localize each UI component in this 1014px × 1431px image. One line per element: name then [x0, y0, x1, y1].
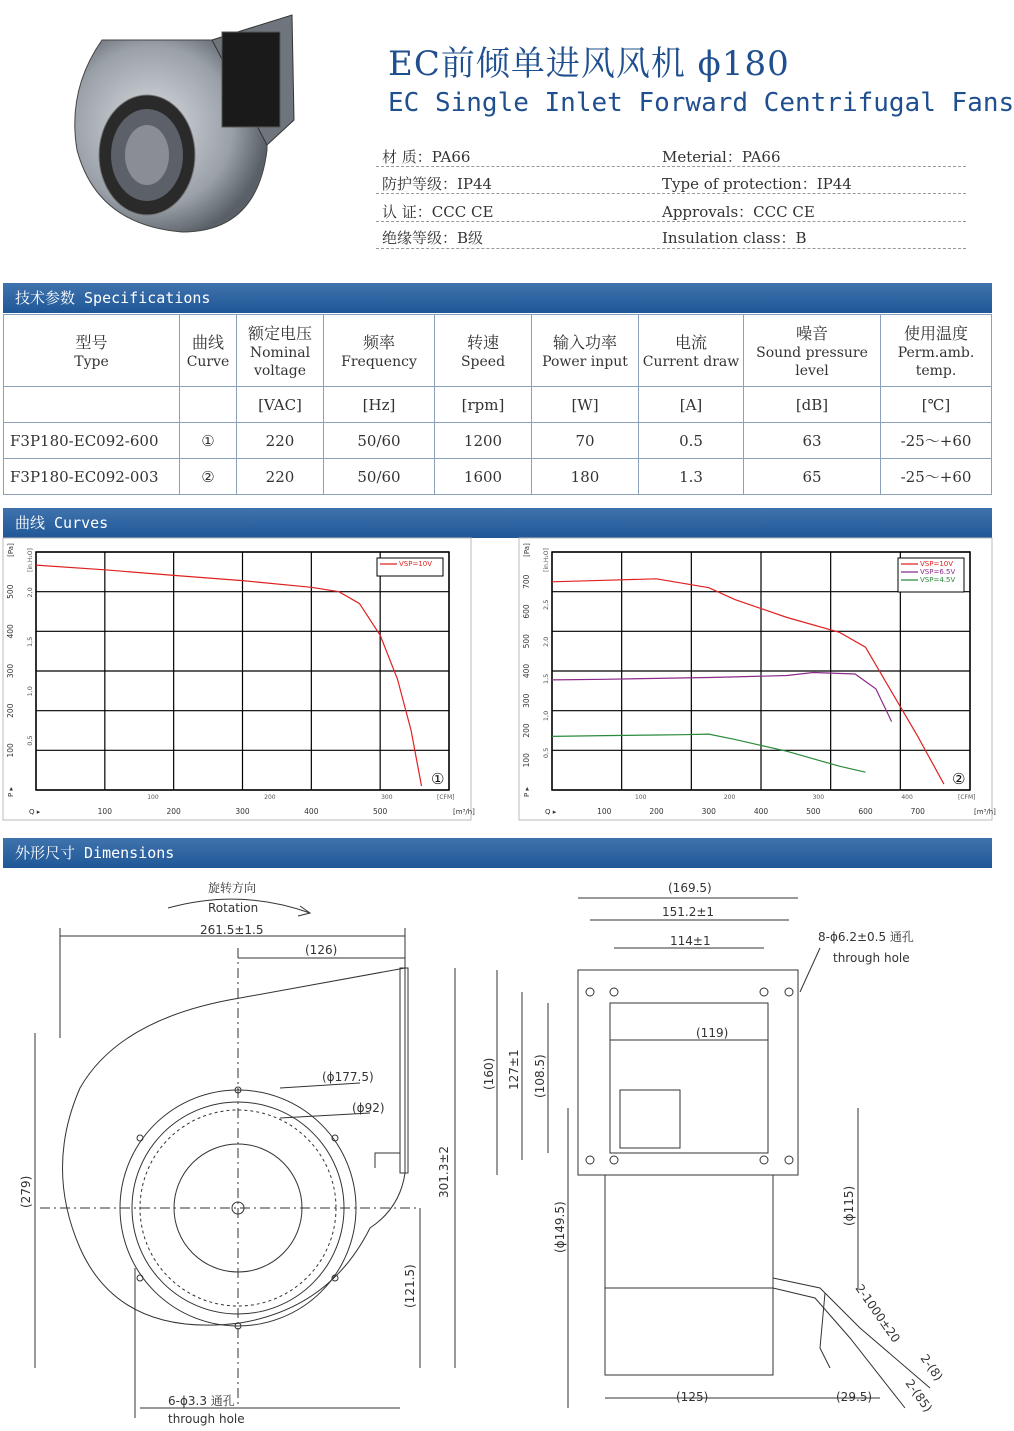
dim-29: (29.5): [836, 1390, 873, 1404]
th-voltage: 额定电压 Nominal voltage: [237, 315, 324, 387]
y-tick-label: 100: [522, 753, 531, 768]
unit-cell: [W]: [532, 387, 639, 423]
unit-cell: [VAC]: [237, 387, 324, 423]
p-axis-mark: P ▸: [523, 787, 531, 797]
cell-voltage: 220: [237, 423, 324, 459]
dim-279: (279): [19, 1175, 33, 1208]
table-header-row: [4, 315, 992, 387]
unit-cell: [dB]: [744, 387, 881, 423]
th-sound: 噪音 Sound pressure level: [744, 315, 881, 387]
th-power: 输入功率 Power input: [532, 315, 639, 387]
chart-curve-1: [3, 538, 475, 820]
prop-material-cn: 材 质：PA66: [382, 148, 471, 166]
divider: [376, 166, 966, 167]
y-tick-label: 200: [6, 703, 15, 718]
cell-sound: 63: [744, 423, 881, 459]
dim-115: (ϕ115): [842, 1185, 856, 1226]
x-tick-label: 500: [373, 807, 388, 816]
x-tick-label: 100: [597, 807, 612, 816]
q-axis-mark: Q ▸: [545, 808, 557, 816]
dim-hole-left-cn: 6-ϕ3.3 通孔: [168, 1394, 235, 1408]
y-tick-label: 700: [522, 574, 531, 589]
legend-entry: VSP=4.5V: [920, 576, 956, 584]
cell-curve: ①: [180, 423, 237, 459]
y2-axis-label: [in.H₂O]: [543, 548, 550, 572]
y-tick-label: 500: [6, 584, 15, 599]
dim-85: 2-(85): [902, 1376, 936, 1415]
cell-type: F3P180-EC092-600: [4, 423, 180, 459]
section-dimensions-header: 外形尺寸 Dimensions: [3, 838, 992, 868]
cell-sound: 65: [744, 459, 881, 495]
prop-insulation-en: Insulation class：B: [662, 229, 807, 247]
q-axis-mark: Q ▸: [29, 808, 41, 816]
divider: [376, 221, 966, 222]
curve-marker: ①: [431, 770, 445, 788]
prop-approvals-cn: 认 证：CCC CE: [382, 203, 494, 221]
cell-power: 180: [532, 459, 639, 495]
y2-tick-label: 2,0: [26, 587, 34, 598]
drawing-side-view: [497, 898, 930, 1408]
cell-voltage: 220: [237, 459, 324, 495]
x-tick-label: 200: [649, 807, 664, 816]
page-title-cn: EC前倾单进风风机 ϕ180: [388, 44, 790, 84]
cell-frequency: 50/60: [324, 423, 435, 459]
x2-tick-label: 400: [901, 794, 913, 801]
unit-cell: [180, 387, 237, 423]
cell-type: F3P180-EC092-003: [4, 459, 180, 495]
x-tick-label: 500: [806, 807, 821, 816]
prop-protection-cn: 防护等级：IP44: [382, 175, 493, 193]
y-tick-label: 300: [522, 693, 531, 708]
cell-curve: ②: [180, 459, 237, 495]
dim-301: 301.3±2: [437, 1145, 451, 1198]
x-axis-label: [m³/h]: [974, 808, 996, 816]
legend-entry: VSP=6.5V: [920, 568, 956, 576]
divider: [376, 193, 966, 194]
y-axis-label: [Pa]: [523, 543, 531, 557]
dim-hole-right-en: through hole: [833, 951, 910, 965]
legend-entry: VSP=10V: [920, 560, 954, 568]
prop-material-en: Meterial：PA66: [662, 148, 781, 166]
dim-121: (121.5): [403, 1264, 417, 1308]
x-tick-label: 200: [166, 807, 181, 816]
y-tick-label: 400: [6, 624, 15, 639]
x2-tick-label: 300: [812, 794, 825, 801]
p-axis-mark: P ▸: [7, 787, 15, 797]
x-tick-label: 700: [910, 807, 925, 816]
cell-power: 70: [532, 423, 639, 459]
section-specs-header: 技术参数 Specifications: [3, 283, 992, 313]
dim-114: 114±1: [670, 934, 711, 948]
y-tick-label: 500: [522, 634, 531, 649]
curve-marker: ②: [952, 770, 966, 788]
y-axis-label: [Pa]: [7, 543, 15, 557]
dim-092: (ϕ92): [352, 1101, 385, 1115]
spec-table: [3, 314, 992, 495]
cell-frequency: 50/60: [324, 459, 435, 495]
x-axis-label: [m³/h]: [453, 808, 475, 816]
legend-entry: VSP=10V: [399, 560, 433, 568]
x-tick-label: 300: [235, 807, 250, 816]
dim-149: (ϕ149.5): [553, 1201, 567, 1253]
th-current: 电流 Current draw: [639, 315, 744, 387]
y-tick-label: 100: [6, 743, 15, 758]
x-tick-label: 400: [304, 807, 319, 816]
th-type: 型号 Type: [4, 315, 180, 387]
dim-hole-right-cn: 8-ϕ6.2±0.5 通孔: [818, 930, 914, 944]
side-view-labels: [482, 881, 946, 1415]
cell-speed: 1600: [435, 459, 532, 495]
dim-1000: 2-1000±20: [852, 1281, 903, 1346]
cell-temp: -25～+60: [881, 459, 992, 495]
unit-cell: [A]: [639, 387, 744, 423]
product-photo: [62, 10, 302, 240]
x-tick-label: 300: [701, 807, 716, 816]
x2-tick-label: 100: [147, 794, 159, 801]
y-tick-label: 200: [522, 723, 531, 738]
cell-speed: 1200: [435, 423, 532, 459]
prop-approvals-en: Approvals：CCC CE: [662, 203, 815, 221]
y2-tick-label: 0,5: [542, 747, 550, 759]
dim-hole-left-en: through hole: [168, 1412, 245, 1426]
table-row: [4, 459, 992, 495]
x2-tick-label: 200: [723, 794, 736, 801]
unit-cell: [℃]: [881, 387, 992, 423]
y2-tick-label: 1,5: [542, 673, 550, 685]
x2-tick-label: 200: [264, 794, 276, 801]
y2-tick-label: 1,0: [26, 686, 34, 697]
y-tick-label: 300: [6, 663, 15, 679]
unit-cell: [Hz]: [324, 387, 435, 423]
section-curves-header: 曲线 Curves: [3, 508, 992, 538]
unit-cell: [rpm]: [435, 387, 532, 423]
y2-tick-label: 1,0: [542, 710, 550, 722]
dim-261: 261.5±1.5: [200, 923, 264, 937]
cell-current: 0.5: [639, 423, 744, 459]
y-tick-label: 600: [522, 604, 531, 619]
prop-protection-en: Type of protection：IP44: [662, 175, 852, 193]
th-frequency: 频率 Frequency: [324, 315, 435, 387]
dimension-drawing: [0, 868, 1000, 1431]
x2-axis-label: [CFM]: [437, 794, 455, 801]
table-units-row: [4, 387, 992, 423]
x-tick-label: 600: [858, 807, 873, 816]
unit-cell: [4, 387, 180, 423]
y2-tick-label: 0,5: [26, 735, 34, 746]
cell-current: 1.3: [639, 459, 744, 495]
table-row: [4, 423, 992, 459]
dim-108: (108.5): [533, 1054, 547, 1098]
dim-rotation-en: Rotation: [208, 901, 259, 915]
divider: [376, 248, 966, 249]
dim-119: (119): [696, 1026, 729, 1040]
dim-126: (126): [305, 943, 338, 957]
th-speed: 转速 Speed: [435, 315, 532, 387]
dim-151: 151.2±1: [662, 905, 715, 919]
dim-8: 2-(8): [917, 1351, 946, 1384]
dim-177: (ϕ177.5): [322, 1070, 374, 1084]
th-temp: 使用温度 Perm.amb. temp.: [881, 315, 992, 387]
y2-tick-label: 2,0: [542, 636, 550, 648]
x-tick-label: 100: [97, 807, 112, 816]
dim-rotation-cn: 旋转方向: [208, 881, 257, 895]
y2-tick-label: 2,5: [542, 599, 550, 610]
th-curve: 曲线 Curve: [180, 315, 237, 387]
prop-insulation-cn: 绝缘等级：B级: [382, 229, 484, 247]
y2-axis-label: [in.H₂O]: [27, 548, 34, 572]
x2-axis-label: [CFM]: [958, 794, 976, 801]
dim-125: (125): [676, 1390, 709, 1404]
x-tick-label: 400: [753, 807, 769, 816]
cell-temp: -25～+60: [881, 423, 992, 459]
x2-tick-label: 100: [635, 794, 647, 801]
dim-127: 127±1: [507, 1049, 521, 1090]
dim-160: (160): [482, 1057, 496, 1090]
x2-tick-label: 300: [381, 794, 393, 801]
y2-tick-label: 1,5: [26, 636, 34, 648]
chart-curve-2: [519, 538, 996, 820]
drawing-front-view: [35, 899, 455, 1418]
y-tick-label: 400: [522, 663, 531, 679]
dim-169: (169.5): [668, 881, 712, 895]
page-title-en: EC Single Inlet Forward Centrifugal Fans: [388, 88, 1014, 118]
